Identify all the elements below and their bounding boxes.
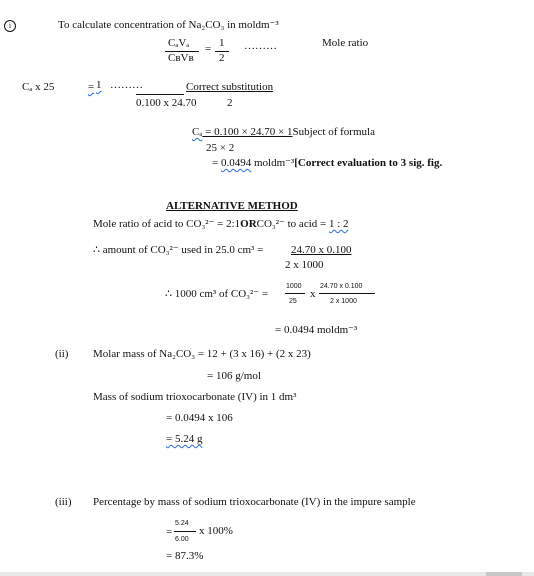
result-note: [Correct evaluation to 3 sig. fig. [294, 157, 443, 169]
scrollbar-thumb[interactable] [486, 572, 522, 576]
alt-line3-f2-bar [319, 293, 375, 294]
subject-ca: Cₐ [192, 126, 203, 138]
substitution-lhs: Cₐ x 25 [22, 81, 55, 93]
ratio-dots: ……… [244, 40, 277, 52]
part-i-intro: To calculate concentration of Na₂CO₃ in moldm⁻³ [58, 19, 279, 31]
alt-line2: ∴ amount of CO₃²⁻ used in 25.0 cm³ = [93, 244, 264, 256]
ratio-right-denominator: 2 [219, 52, 225, 64]
alt-line3-f1-num: 1000 [286, 283, 302, 290]
mass-calc: = 0.0494 x 106 [166, 412, 233, 424]
part-ii-marker: (ii) [55, 348, 69, 360]
substitution-denominator: 0.100 x 24.70 [136, 97, 197, 109]
ratio-left-denominator: CʙVʙ [168, 52, 194, 64]
percentage-result: = 87.3% [166, 550, 204, 562]
alt-heading: ALTERNATIVE METHOD [166, 200, 298, 212]
part-iii-marker: (iii) [55, 496, 72, 508]
alt-line3-f1-bar [285, 293, 305, 294]
alt-line3-f2-num: 24.70 x 0.100 [320, 283, 363, 290]
alt-line1-b: CO₃²⁻ to acid = [256, 218, 329, 230]
ratio-right-numerator: 1 [219, 37, 225, 49]
subject-expression: = 0.100 × 24.70 × 1 [202, 126, 293, 138]
alt-line1 [93, 219, 349, 230]
substitution-equals: = [88, 81, 95, 93]
ratio-left-numerator: CₐVₐ [168, 37, 190, 49]
result-value: 0.0494 [220, 157, 252, 169]
alt-line3-f1-den: 25 [289, 298, 297, 305]
substitution-label: Correct substitution [186, 81, 274, 93]
percentage-text: Percentage by mass of sodium trioxocarbonate (IV) in the impure sample [93, 496, 416, 508]
mass-result: = 5.24 g [166, 433, 203, 445]
alt-line1-or: OR [240, 218, 257, 230]
alt-line2-denominator: 2 x 1000 [285, 259, 324, 271]
percentage-eq: = [166, 526, 173, 538]
result-unit: moldm⁻³ [251, 157, 295, 169]
horizontal-scrollbar[interactable] [0, 572, 534, 576]
alt-line3-f2-den: 2 x 1000 [330, 298, 357, 305]
alt-line4: = 0.0494 moldm⁻³ [275, 324, 358, 336]
alt-line3: ∴ 1000 cm³ of CO₃²⁻ = [165, 288, 269, 300]
subject-denominator: 25 × 2 [206, 142, 235, 154]
molar-mass-line: Molar mass of Na₂CO₃ = 12 + (3 x 16) + (2 x 23) [93, 348, 311, 360]
substitution-denominator-2: 2 [227, 97, 233, 109]
alt-line1-text: Mole ratio of acid to CO₃²⁻ = 2:1 [93, 218, 241, 230]
percentage-frac-den: 6.00 [175, 536, 189, 543]
ratio-equals: = [205, 43, 212, 55]
subject-formula-line [192, 127, 375, 138]
percentage-mult: x 100% [199, 525, 233, 537]
subject-label: Subject of formula [292, 126, 375, 138]
result-line [212, 158, 442, 169]
substitution-bar [136, 94, 184, 95]
result-eq: = [212, 157, 221, 169]
alt-line3-x: x [310, 288, 316, 300]
molar-mass-result: = 106 g/mol [207, 370, 261, 382]
ratio-label: Mole ratio [322, 37, 369, 49]
part-i-marker: i [4, 20, 16, 32]
substitution-dots: ……… [110, 79, 143, 91]
alt-line1-c: 1 : 2 [328, 218, 349, 230]
alt-line2-numerator: 24.70 x 0.100 [291, 244, 352, 256]
percentage-frac-num: 5.24 [175, 520, 189, 527]
percentage-frac-bar [174, 531, 196, 532]
mass-label: Mass of sodium trioxocarbonate (IV) in 1 dm³ [93, 391, 297, 403]
substitution-numerator: 1 [96, 79, 102, 91]
